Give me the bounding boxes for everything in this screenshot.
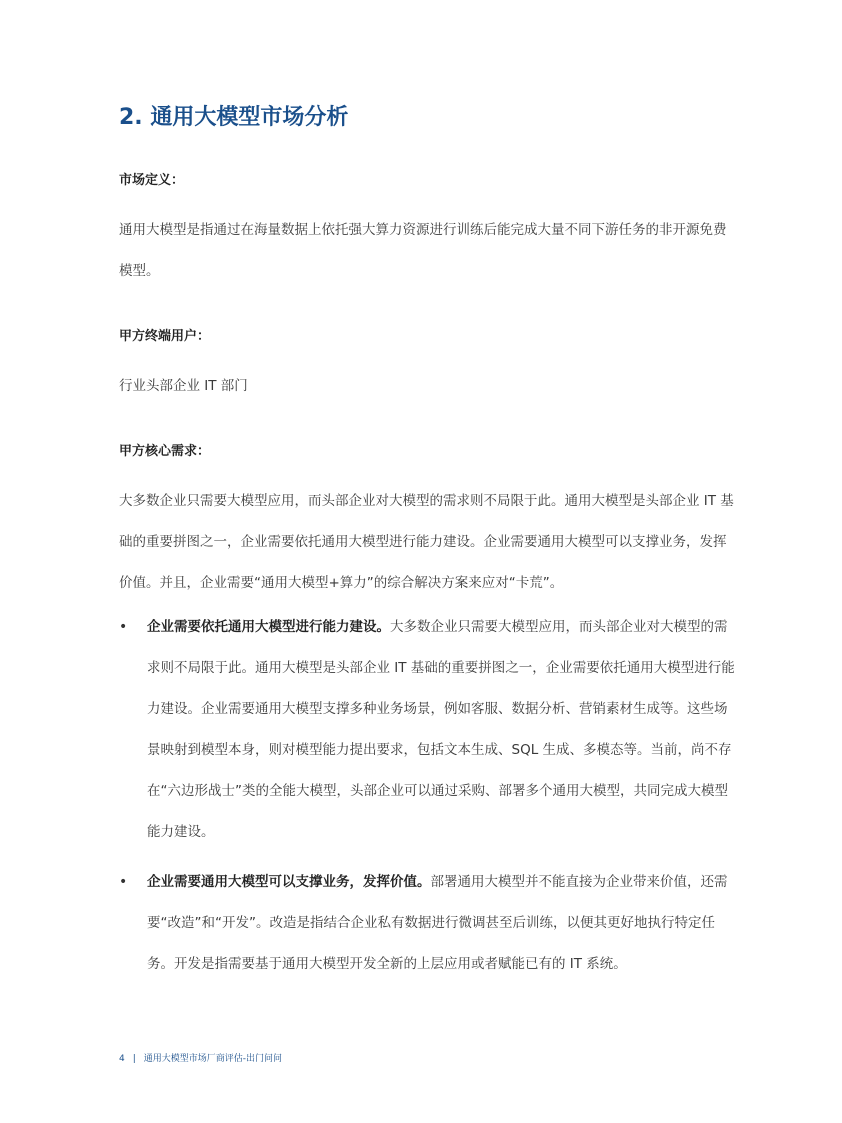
bullet-lead-text: 企业需要依托通用大模型进行能力建设。 bbox=[147, 619, 390, 635]
core-needs-bullet-list bbox=[119, 607, 739, 985]
list-item bbox=[119, 862, 739, 985]
core-needs-text: 大多数企业只需要大模型应用，而头部企业对大模型的需求则不局限于此。通用大模型是头部企业 IT 基础的重要拼图之一，企业需要依托通用大模型进行能力建设。企业需要通用大模型可以支撑业务，发挥价值。并且，企业需要“通用大模型+算力”的综合解决方案来应对“卡荒”。 bbox=[119, 493, 734, 591]
end-users-label: 甲方终端用户： bbox=[119, 329, 211, 344]
bullet-icon: • bbox=[119, 619, 128, 635]
footer-separator: | bbox=[132, 1054, 136, 1064]
page-footer bbox=[119, 1052, 282, 1066]
section-title: 2. 通用大模型市场分析 bbox=[119, 105, 349, 130]
list-item bbox=[119, 607, 739, 853]
bullet-lead-text: 企业需要通用大模型可以支撑业务，发挥价值。 bbox=[147, 874, 431, 890]
footer-document-title: 通用大模型市场厂商评估-出门问问 bbox=[143, 1054, 283, 1064]
market-definition-label: 市场定义： bbox=[119, 173, 185, 188]
page-number: 4 bbox=[119, 1054, 125, 1064]
core-needs-label: 甲方核心需求： bbox=[119, 444, 211, 459]
market-definition-text: 通用大模型是指通过在海量数据上依托强大算力资源进行训练后能完成大量不同下游任务的非开源免费模型。 bbox=[119, 222, 727, 279]
bullet-icon: • bbox=[119, 874, 128, 890]
end-users-text: 行业头部企业 IT 部门 bbox=[119, 378, 248, 394]
bullet-body-text: 部署通用大模型并不能直接为企业带来价值，还需要“改造”和“开发”。改造是指结合企业私有数据进行微调甚至后训练，以便其更好地执行特定任务。开发是指需要基于通用大模型开发全新的上层应用或者赋能已有的 IT 系统。 bbox=[147, 874, 728, 972]
bullet-body-text: 大多数企业只需要大模型应用，而头部企业对大模型的需求则不局限于此。通用大模型是头部企业 IT 基础的重要拼图之一，企业需要依托通用大模型进行能力建设。企业需要通用大模型支撑多种业务场景，例如客服、数据分析、营销素材生成等。这些场景映射到模型本身，则对模型能力提出要求，包括文本生成、SQL 生成、多模态等。当前，尚不存在“六边形战士”类的全能大模型，头部企业可以通过采购、部署多个通用大模型，共同完成大模型能力建设。 bbox=[147, 619, 735, 840]
